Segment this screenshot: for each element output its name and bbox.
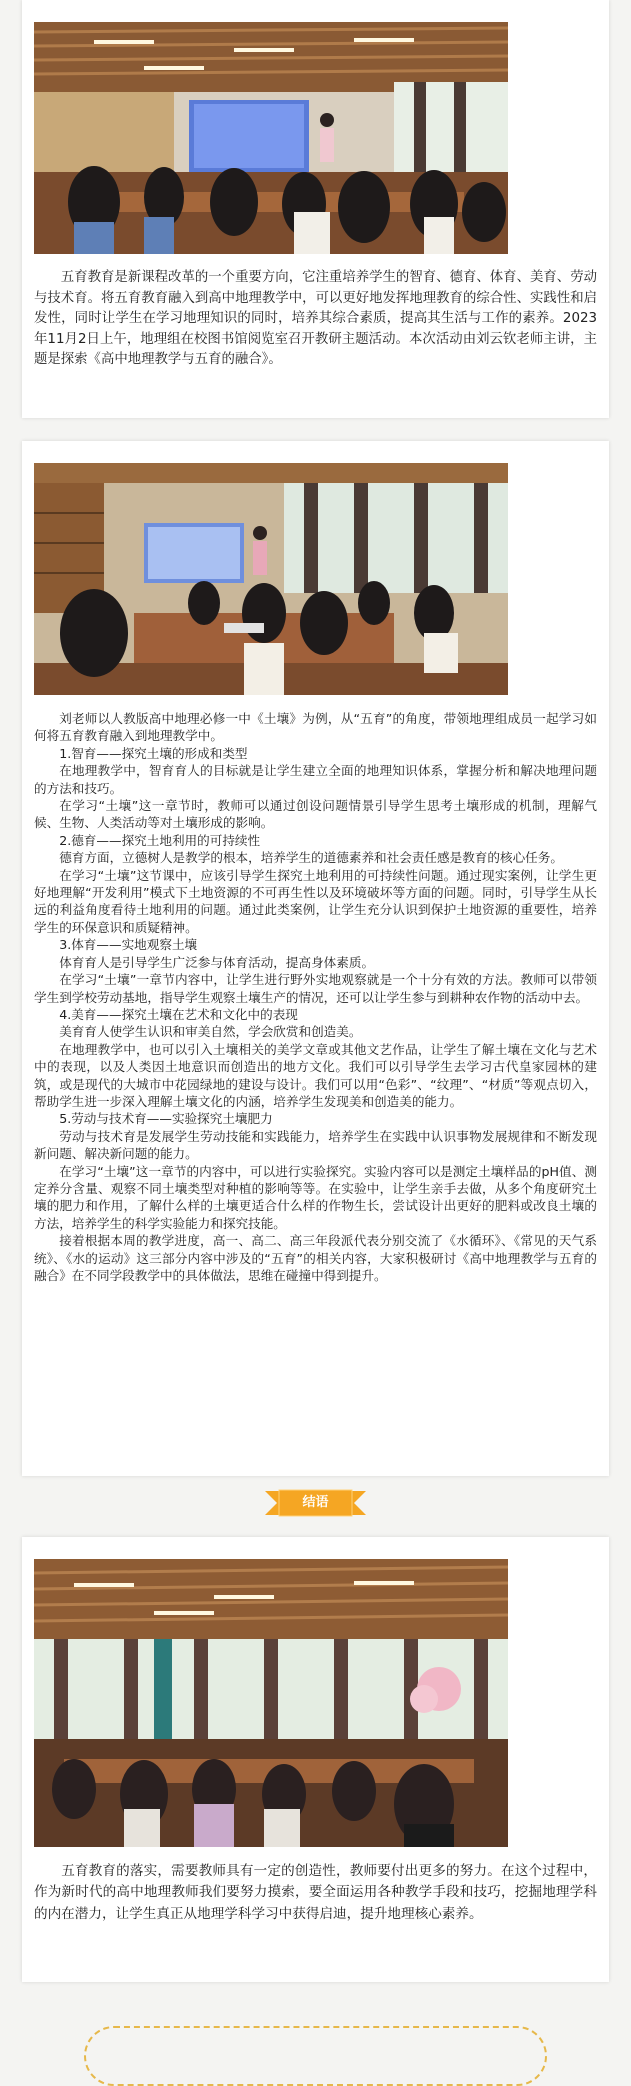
body-text: 体育育人是引导学生广泛参与体育活动，提高身体素质。 <box>59 954 375 970</box>
body-text: 在地理教学中，智育育人的目标就是让学生建立全面的地理知识体系，掌握分析和解决地理问题的方法和技巧。 <box>34 763 597 796</box>
summary-tag-label: 结语 <box>302 1495 329 1510</box>
classroom-photo-2 <box>34 463 508 695</box>
heading-moral: 2.德育——探究土地利用的可持续性 <box>59 832 261 848</box>
body-text: 在地理教学中，也可以引入土壤相关的美学文章或其他文艺作品，让学生了解土壤在文化与艺术中的表现，以及人类因土地意识而创造出的地方文化。我们可以引导学生去学习古代皇家园林的建筑，或是现代的大城市中花园绿地的建设与设计。我们可以用“色彩”、“纹理”、“材质”等观点切入，帮助学生进一步深入理解土壤文化的内涵，培养学生发现美和创造美的能力。 <box>34 1041 597 1109</box>
classroom-photo-1 <box>34 22 508 254</box>
intro-text: 五育教育是新课程改革的一个重要方向，它注重培养学生的智育、德育、体育、美育、劳动与技术育。将五育教育融入到高中地理教学中，可以更好地发挥地理教育的综合性、实践性和启发性，同时让学生在学习地理知识的同时，培养其综合素质，提高其生活与工作的素养。2023年11月2日上午，地理组在校图书馆阅览室召开教研主题活动。本次活动由刘云钦老师主讲，主题是探索《高中地理教学与五育的融合》。 <box>34 270 597 368</box>
intro-paragraph <box>34 268 597 371</box>
body-text: 在学习“土壤”一章节内容中，让学生进行野外实地观察就是一个十分有效的方法。教师可以带领学生到学校劳动基地，指导学生观察土壤生产的情况，还可以让学生参与到耕种农作物的活动中去。 <box>34 972 597 1005</box>
heading-aesthetic: 4.美育——探究土壤在艺术和文化中的表现 <box>59 1006 298 1022</box>
article-card-intro <box>22 0 609 418</box>
body-text: 劳动与技术育是发展学生劳动技能和实践能力，培养学生在实践中认识事物发展规律和不断发现新问题、解决新问题的能力。 <box>34 1128 597 1162</box>
body-text: 美育育人使学生认识和审美自然，学会欣赏和创造美。 <box>59 1024 362 1040</box>
body-paragraphs <box>34 710 597 1284</box>
body-text: 德育方面，立德树人是教学的根本，培养学生的道德素养和社会责任感是教育的核心任务。 <box>59 850 563 866</box>
summary-text: 五育教育的落实，需要教师具有一定的创造性，教师要付出更多的努力。在这个过程中，作为新时代的高中地理教师我们要努力摸索，要全面运用各种教学手段和技巧，挖掘地理学科的内在潜力，让学生真正从地理学科学习中获得启迪，提升地理核心素养。 <box>34 1863 597 1922</box>
heading-labor: 5.劳动与技术育——实验探究土壤肥力 <box>59 1111 273 1127</box>
heading-intellectual: 1.智育——探究土壤的形成和类型 <box>59 745 248 761</box>
classroom-photo-3 <box>34 1559 508 1847</box>
body-text: 接着根据本周的教学进度，高一、高二、高三年段派代表分别交流了《水循环》、《常见的天气系统》、《水的运动》这三部分内容中涉及的“五育”的相关内容，大家积极研讨《高中地理教学与五育的融合》在不同学段教学中的具体做法，思维在碰撞中得到提升。 <box>34 1233 597 1283</box>
summary-tag <box>265 1488 366 1518</box>
body-text: 在学习“土壤”这一章节时，教师可以通过创设问题情景引导学生思考土壤形成的机制，理解气候、生物、人类活动等对土壤形成的影响。 <box>34 798 597 831</box>
article-card-summary <box>22 1537 609 1982</box>
summary-paragraph <box>34 1861 597 1925</box>
article-card-body <box>22 441 609 1476</box>
heading-physical: 3.体育——实地观察土壤 <box>59 937 198 953</box>
body-text: 在学习“土壤”这一章节的内容中，可以进行实验探究。实验内容可以是测定土壤样品的pH值、测定养分含量、观察不同土壤类型对种植的影响等等。在实验中，让学生亲手去做，从多个角度研究土壤的肥力和作用，了解什么样的土壤更适合什么样的作物生长，尝试设计出更好的肥料或改良土壤的方法，培养学生的科学实验能力和探究技能。 <box>34 1163 597 1231</box>
decorative-dashed-frame <box>84 2026 547 2086</box>
body-text: 在学习“土壤”这节课中，应该引导学生探究土地利用的可持续性问题。通过现实案例，让学生更好地理解“开发利用”模式下土地资源的不可再生性以及环境破坏等方面的问题。同时，引导学生从长远的利益角度看待土地利用的问题。通过此类案例，让学生充分认识到保护土地资源的重要性，培养学生的环保意识和质疑精神。 <box>34 867 597 935</box>
body-intro: 刘老师以人教版高中地理必修一中《土壤》为例，从“五育”的角度，带领地理组成员一起学习如何将五育教育融入到地理教学中。 <box>34 711 597 744</box>
